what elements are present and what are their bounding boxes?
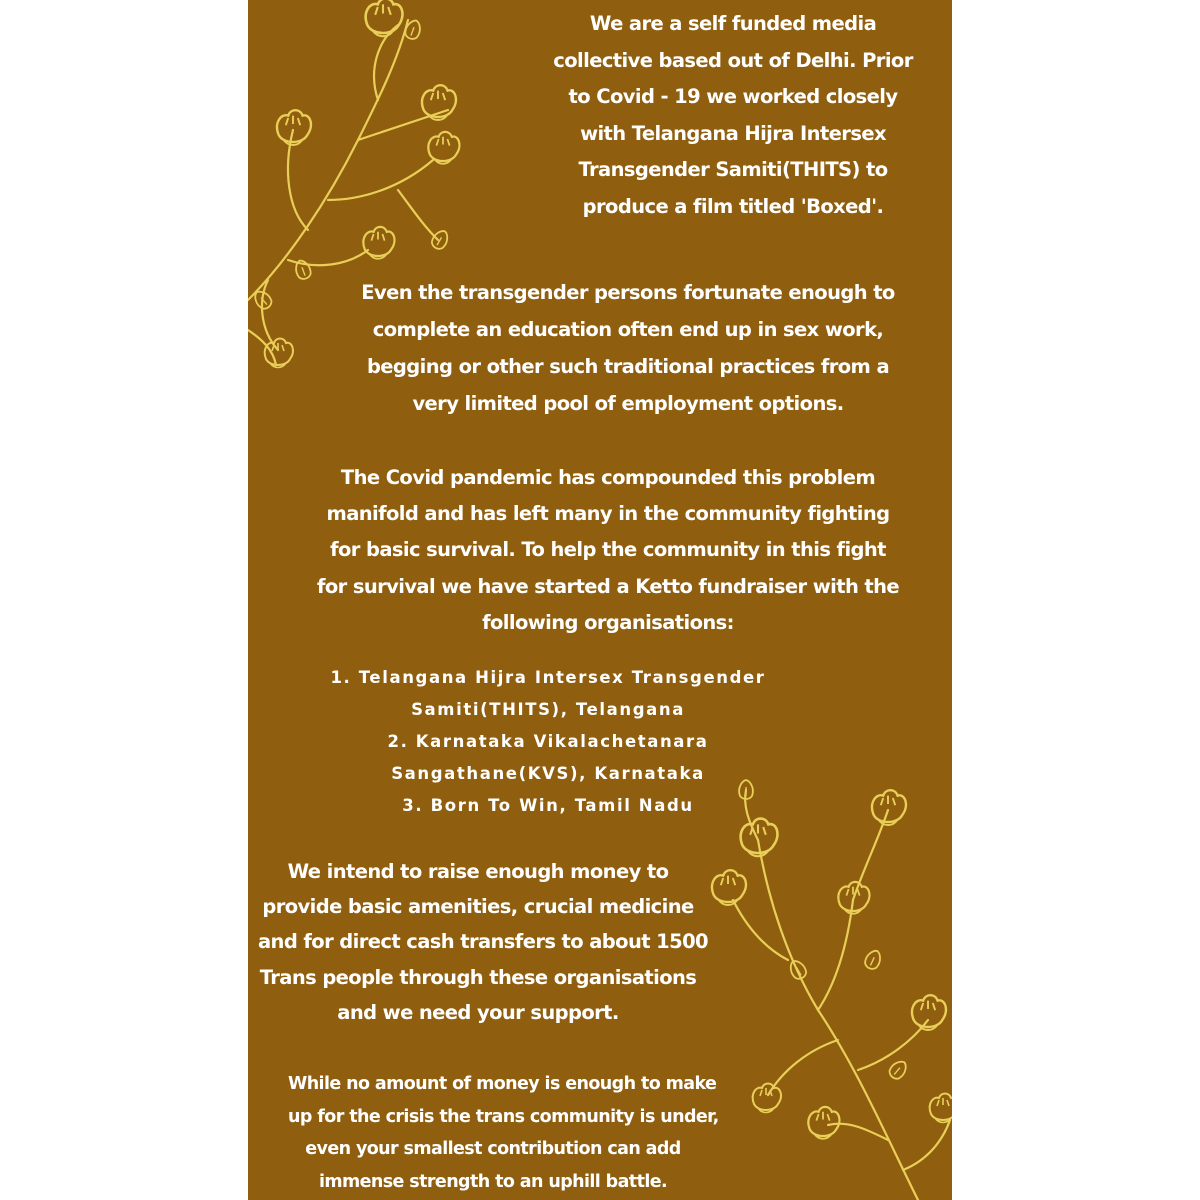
text-line: We are a self funded media <box>589 12 877 35</box>
text-line: to Covid - 19 we worked closely <box>568 85 898 108</box>
text-line: Even the transgender persons fortunate enough to <box>361 281 895 304</box>
organisations-list <box>258 662 838 822</box>
text-line: following organisations: <box>482 610 734 634</box>
text-line: immense strength to an uphill battle. <box>318 1171 668 1192</box>
text-line: very limited pool of employment options. <box>412 392 844 415</box>
text-line: for basic survival. To help the community in this fight <box>330 538 886 562</box>
text-line: produce a film titled 'Boxed'. <box>582 194 884 218</box>
text-line: complete an education often end up in sex work, <box>372 318 884 341</box>
fundraiser-poster <box>248 0 952 1200</box>
text-line: provide basic amenities, crucial medicine <box>262 895 694 919</box>
text-line: with Telangana Hijra Intersex <box>580 121 886 145</box>
text-line: While no amount of money is enough to make <box>288 1074 717 1094</box>
floral-branch-icon <box>688 780 952 1200</box>
list-item: Sangathane(KVS), Karnataka <box>391 764 705 783</box>
closing-paragraph <box>288 1068 719 1198</box>
text-line: We intend to raise enough money to <box>287 860 669 883</box>
intro-paragraph <box>528 6 938 225</box>
goal-paragraph <box>258 854 709 1030</box>
text-line: even your smallest contribution can add <box>305 1139 681 1159</box>
pandemic-paragraph <box>288 460 928 641</box>
text-line: collective based out of Delhi. Prior <box>553 48 913 72</box>
list-item: 1. Telangana Hijra Intersex Transgender <box>330 668 766 687</box>
list-item: 2. Karnataka Vikalachetanara <box>387 732 709 751</box>
text-line: for survival we have started a Ketto fundraiser with the <box>316 574 900 598</box>
text-line: The Covid pandemic has compounded this problem <box>340 466 876 489</box>
list-item: 3. Born To Win, Tamil Nadu <box>402 796 694 815</box>
context-paragraph <box>308 274 948 422</box>
text-line: and we need your support. <box>337 1000 619 1024</box>
text-line: and for direct cash transfers to about 1500 <box>258 930 709 954</box>
text-line: manifold and has left many in the community fighting <box>326 502 890 526</box>
text-line: begging or other such traditional practices from a <box>366 355 890 378</box>
list-item: Samiti(THITS), Telangana <box>411 700 685 719</box>
text-line: Transgender Samiti(THITS) to <box>578 158 888 181</box>
text-line: Trans people through these organisations <box>259 965 697 989</box>
text-line: up for the crisis the trans community is under, <box>288 1106 719 1127</box>
